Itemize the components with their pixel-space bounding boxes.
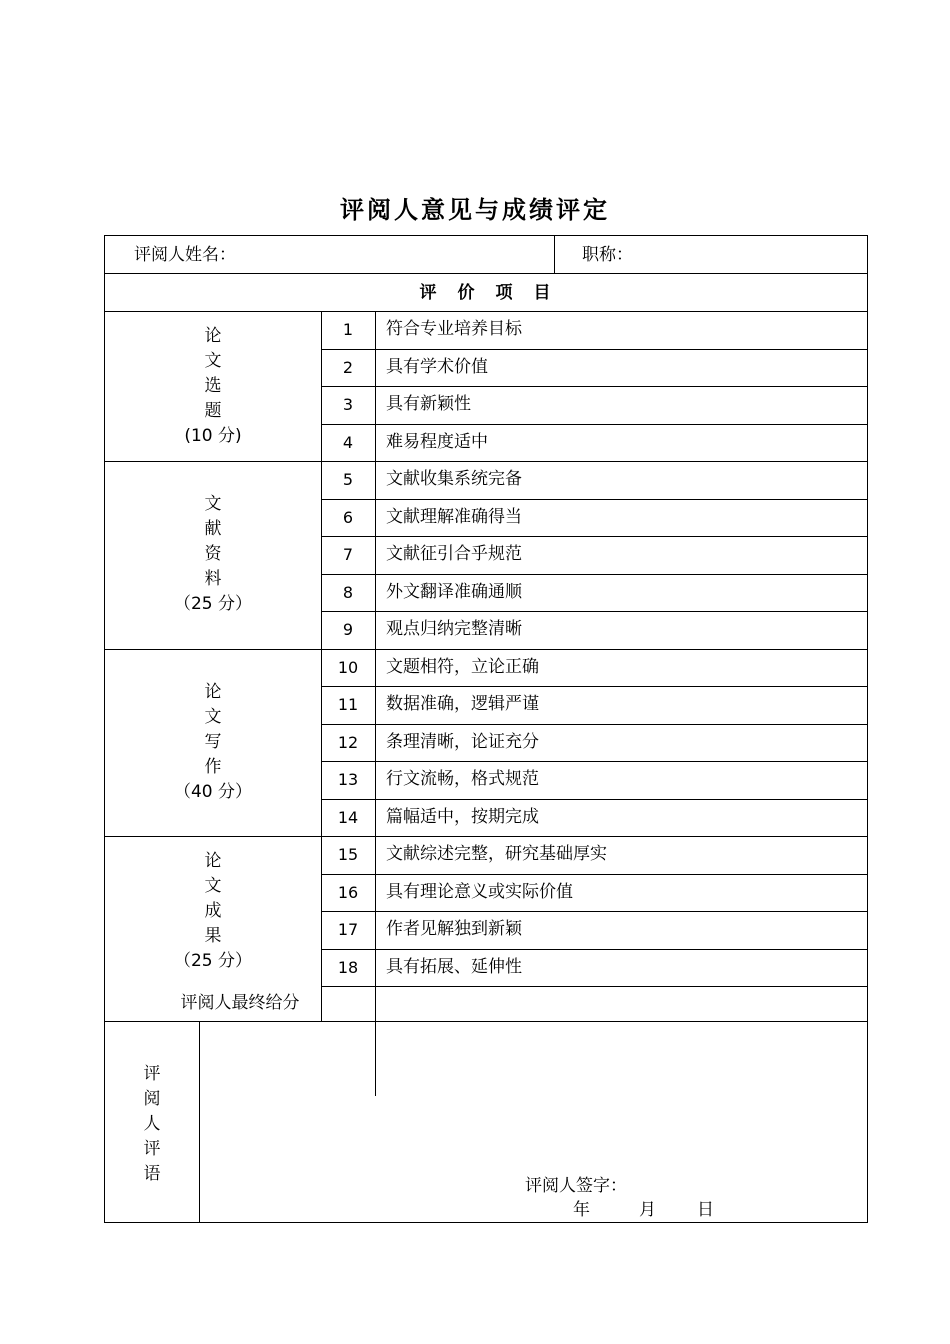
category-char: 作	[204, 756, 222, 777]
item-text: 文题相符，立论正确	[386, 656, 539, 677]
comments-label-char: 阅	[143, 1089, 161, 1109]
item-text: 具有拓展、延伸性	[386, 956, 522, 977]
item-text: 符合专业培养目标	[386, 319, 522, 339]
item-text: 观点归纳完整清晰	[386, 619, 522, 639]
comments-label-char: 评	[143, 1139, 161, 1159]
category-char: 文	[204, 494, 222, 515]
row-divider	[321, 724, 867, 725]
row-divider	[321, 686, 867, 687]
category-score: (10 分)	[184, 425, 242, 446]
category-label	[105, 492, 321, 617]
item-text: 文献征引合乎规范	[386, 544, 522, 564]
category-char: 选	[204, 375, 222, 396]
item-number: 11	[337, 695, 359, 714]
item-number: 5	[342, 470, 354, 489]
item-number: 16	[337, 882, 359, 902]
title-label: 职称：	[582, 245, 633, 265]
category-score: （25 分）	[173, 594, 253, 615]
row-divider	[105, 273, 867, 274]
signature-label: 评阅人签字：	[525, 1176, 627, 1196]
row-divider	[321, 949, 867, 950]
item-text: 具有学术价值	[386, 356, 488, 377]
row-divider	[105, 461, 867, 462]
row-divider	[321, 499, 867, 500]
month-label: 月	[639, 1200, 656, 1220]
category-char: 题	[204, 400, 222, 421]
item-text: 条理清晰，论证充分	[386, 731, 539, 752]
row-divider	[321, 536, 867, 537]
category-char: 文	[204, 875, 222, 896]
item-text: 文献理解准确得当	[386, 506, 522, 527]
category-char: 成	[204, 900, 222, 921]
category-label	[105, 680, 321, 805]
category-char: 果	[204, 925, 222, 946]
number-divider	[375, 311, 376, 1096]
category-label	[105, 849, 321, 974]
row-divider	[105, 311, 867, 312]
row-divider	[321, 349, 867, 350]
page-title: 评阅人意见与成绩评定	[340, 195, 610, 224]
item-text: 具有理论意义或实际价值	[386, 881, 573, 902]
item-text: 篇幅适中，按期完成	[386, 806, 539, 827]
item-number: 17	[337, 920, 359, 939]
row-divider	[321, 574, 867, 575]
category-char: 写	[204, 731, 222, 752]
category-char: 论	[204, 325, 222, 346]
item-text: 数据准确，逻辑严谨	[386, 694, 539, 714]
category-score: （25 分）	[173, 950, 253, 971]
item-text: 文献综述完整，研究基础厚实	[386, 844, 607, 864]
category-char: 论	[204, 850, 222, 871]
year-label: 年	[573, 1200, 590, 1220]
header-divider	[554, 236, 555, 273]
category-score: （40 分）	[173, 781, 253, 802]
comments-label-char: 人	[143, 1114, 161, 1134]
category-label	[105, 324, 321, 449]
item-number: 12	[337, 732, 359, 752]
item-number: 10	[337, 657, 359, 677]
reviewer-name-label: 评阅人姓名：	[134, 245, 236, 265]
final-score-label: 评阅人最终给分	[180, 993, 300, 1013]
item-text: 具有新颖性	[386, 394, 471, 414]
item-number: 9	[342, 620, 354, 639]
item-text: 作者见解独到新颖	[386, 919, 522, 939]
item-number: 6	[342, 507, 354, 527]
item-number: 4	[342, 432, 354, 452]
item-number: 7	[342, 545, 354, 564]
comments-divider	[199, 1021, 200, 1222]
review-form-table	[104, 235, 868, 1223]
item-text: 行文流畅，格式规范	[386, 769, 539, 789]
row-divider	[105, 649, 867, 650]
row-divider	[321, 986, 867, 987]
category-char: 献	[204, 519, 222, 540]
row-divider	[105, 1021, 867, 1022]
category-char: 文	[204, 706, 222, 727]
day-label: 日	[697, 1200, 714, 1220]
item-text: 文献收集系统完备	[386, 469, 522, 489]
row-divider	[321, 911, 867, 912]
category-char: 料	[204, 569, 222, 590]
category-char: 论	[204, 681, 222, 702]
item-number: 1	[342, 320, 354, 339]
item-text: 难易程度适中	[386, 431, 488, 452]
row-divider	[321, 799, 867, 800]
row-divider	[321, 611, 867, 612]
row-divider	[321, 761, 867, 762]
item-number: 2	[342, 357, 354, 377]
row-divider	[321, 386, 867, 387]
row-divider	[105, 836, 867, 837]
item-number: 18	[337, 957, 359, 977]
section-header: 评 价 项 目	[419, 283, 553, 303]
item-number: 3	[342, 395, 354, 414]
item-number: 8	[342, 582, 354, 602]
comments-label-char: 评	[143, 1064, 161, 1084]
row-divider	[321, 874, 867, 875]
item-number: 13	[337, 770, 359, 789]
item-text: 外文翻译准确通顺	[386, 581, 522, 602]
category-char: 文	[204, 350, 222, 371]
category-char: 资	[204, 544, 222, 565]
comments-label-char: 语	[143, 1164, 161, 1184]
item-number: 14	[337, 807, 359, 827]
comments-label	[105, 1062, 199, 1187]
row-divider	[321, 424, 867, 425]
item-number: 15	[337, 845, 359, 864]
